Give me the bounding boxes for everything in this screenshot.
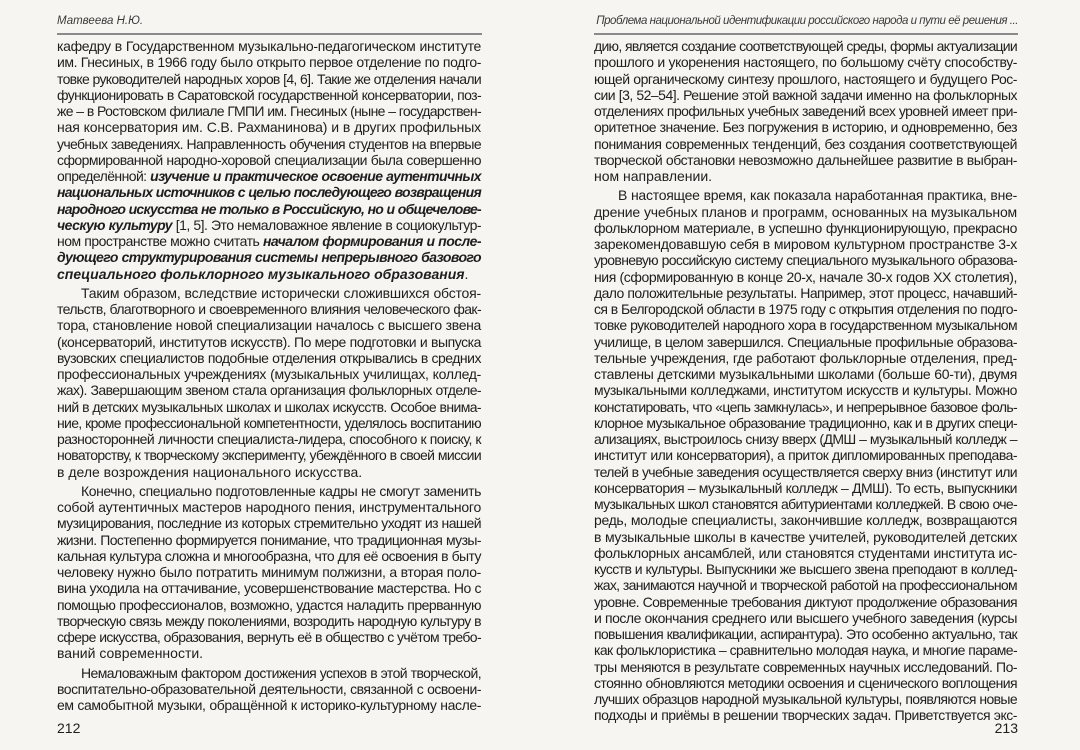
text-line: дию, является создание соответствующей среды, формы актуализации — [594, 38, 1017, 54]
text-line: телей в учебные заведения осуществляется сверху вниз (институт или — [594, 463, 1017, 480]
paragraph — [594, 38, 1018, 184]
text-line: кальная культура сложна и многообразна, что для её освоения в быту — [57, 547, 481, 564]
text-line: помощью профессионалов, возможно, удастся наладить прерванную — [57, 596, 481, 613]
text-line: уровне. Современные требования диктуют продолжение образования — [594, 593, 1017, 610]
text-line — [57, 233, 482, 249]
text-line: творческой обстановки невозможно дальнейшее развитие в выбран- — [594, 151, 1017, 168]
text-line: консерватория – музыкальный колледж – ДМШ). То есть, выпускники — [594, 479, 1017, 496]
text-line — [57, 217, 482, 233]
text-segment: . — [464, 265, 469, 282]
paragraph — [57, 483, 482, 662]
text-line: повышения квалификации, аспирантура). Это особенно актуально, так — [594, 626, 1017, 642]
text-line: оритетное значение. Без погружения в историю, и одновременно, без — [594, 119, 1017, 136]
text-line: дрение учебных планов и программ, основанных на музыкальном — [594, 203, 1017, 220]
text-line: учебных заведениях. Направленность обучения студентов на впервые — [57, 135, 481, 152]
text-line: тора, становление новой специализации началось с высшего звена — [57, 317, 481, 334]
text-line: клорное музыкальное образование традиционно, как и в других специ- — [594, 414, 1017, 431]
header-rule — [594, 33, 1018, 35]
text-line: ализациях, выстроилось снизу вверх (ДМШ – музыкальный колледж – — [594, 431, 1017, 447]
text-line: жах, занимаются научной и творческой работой на профессиональном — [594, 577, 1017, 594]
text-line: фольклорном материале, в успешно функционирующую, прекрасно — [594, 219, 1017, 236]
text-line — [57, 201, 482, 217]
text-line: в деле возрождения национального искусства. — [57, 463, 363, 480]
text-line: собой аутентичных мастеров народного пения, инструментального — [57, 499, 481, 515]
paragraph — [594, 187, 1018, 723]
emphasized-text: началом формирования и после- — [262, 233, 482, 249]
emphasized-text: национальных источников с целью последующего возвращения — [57, 184, 481, 201]
text-line: в музыкальные школы в качестве учителей, руководителей детских — [594, 528, 1017, 545]
text-line: училище, в целом завершился. Специальные профильные образова- — [594, 333, 1017, 350]
text-line: тры меняются в результате современных научных исследований. По- — [594, 658, 1017, 675]
emphasized-text: изучение и практическое освоение аутентичных — [150, 168, 481, 184]
text-line: сии [3, 52–54]. Решение этой важной задачи именно на фольклорных — [594, 86, 1017, 103]
text-line: и после окончания среднего или высшего учебного заведения (курсы — [594, 609, 1017, 626]
text-line: дало положительные результаты. Например, этот процесс, начавший- — [594, 284, 1017, 301]
text-line — [57, 249, 482, 265]
page-body — [594, 38, 1018, 727]
running-head-title: Проблема национальной идентификации российского народа и пути её решения ... — [596, 15, 1018, 27]
text-line: ния (сформированную в конце 20-х, начале 30-х годов XX столетия), — [594, 268, 1017, 285]
text-line: В настоящее время, как показала наработанная практика, вне- — [618, 187, 1017, 204]
text-line: новаторству, к творческому эксперименту, убеждённого в своей миссии — [57, 447, 481, 464]
text-line: Конечно, специально подготовленные кадры не смогут заменить — [81, 482, 481, 499]
text-line: человеку нужно было потратить минимум полжизни, а вторая поло- — [57, 564, 481, 580]
text-line: музицирования, последние из которых стремительно уходят из нашей — [57, 515, 481, 532]
text-segment: ном пространстве можно считать — [57, 233, 263, 249]
text-line: функционировать в Саратовской государственной консерватории, поз- — [57, 86, 481, 103]
text-line — [57, 168, 482, 184]
text-line: творческую связь между поколениями, возродить народную культуру в — [57, 612, 481, 629]
emphasized-text: ческую культуру — [57, 216, 173, 233]
text-line: им. Гнесиных, в 1966 году было открыто первое отделение по подго- — [57, 54, 481, 71]
text-line: редь, молодые специалисты, закончившие колледж, возвращаются — [594, 512, 1017, 529]
text-line: зарекомендовавшую себя в мировом культурном пространстве 3-х — [594, 236, 1017, 252]
running-head-author: Матвеева Н.Ю. — [57, 15, 144, 27]
text-line: понимания современных тенденций, без создания соответствующей — [594, 135, 1017, 152]
text-line: товке руководителей народных хоров [4, 6]. Такие же отделения начали — [57, 70, 481, 87]
text-line: ний в детских музыкальных школах и школах искусств. Особое внима- — [57, 398, 481, 415]
paragraph — [57, 38, 482, 282]
text-line: фольклорных ансамблей, или становятся студентами института ис- — [594, 544, 1017, 561]
text-line: жизни. Постепенно формируется понимание, что традиционная музы- — [57, 531, 481, 548]
text-line: (консерваторий, институтов искусств). По мере подготовки и выпуска — [57, 333, 481, 350]
text-line: музыкальными колледжами, институтом искусств и культуры. Можно — [594, 382, 1017, 399]
left-page — [57, 0, 482, 750]
paragraph — [57, 665, 482, 714]
text-line: ная консерватория им. С.В. Рахманинова) и в других профильных — [57, 119, 481, 136]
text-line: стоянно обновляются методики освоения и сценического воплощения — [594, 674, 1017, 691]
text-line: вузовских специалистов подобные отделения открывались в средних — [57, 349, 481, 366]
text-line: институт или консерватория), а приток дипломированных преподава- — [594, 447, 1017, 464]
text-line: тельств, благотворного и своевременного влияния человеческого фак- — [57, 301, 481, 317]
text-line: воспитательно-образовательной деятельности, связанной с освоени- — [57, 680, 481, 697]
text-line: музыкальных школ становятся абитуриентами колледжей. В свою оче- — [594, 496, 1017, 512]
page-body — [57, 38, 482, 716]
text-line: ставлены детскими музыкальными школами (больше 60-ти), двумя — [594, 366, 1017, 382]
text-line: Таким образом, вследствие исторически сложившихся обстоя- — [81, 284, 481, 301]
text-line: сфере искусства, образования, вернуть её в общество с учётом требо- — [57, 629, 481, 645]
text-line: Немаловажным фактором достижения успехов в этой творческой, — [81, 664, 481, 681]
emphasized-text: народного искусства не только в Российскую, но и общечелове- — [57, 200, 481, 217]
text-line: лучших образцов народной музыкальной культуры, появляются новые — [594, 691, 1017, 707]
text-line: сформированной народно-хоровой специализации была совершенно — [57, 151, 481, 168]
paragraph — [57, 285, 482, 480]
text-line: ние, кроме профессиональной компетентности, уделялось воспитанию — [57, 414, 481, 431]
text-line: подходы и приёмы в решении творческих задач. Приветствуется экс- — [594, 707, 1017, 724]
page-number: 213 — [994, 720, 1018, 736]
text-line: констатировать, что «цепь замкнулась», и непрерывное базовое фоль- — [594, 398, 1017, 415]
text-segment: [1, 5]. Это немаловажное явление в социокультур- — [172, 216, 482, 233]
text-line: кафедру в Государственном музыкально-педагогическом институте — [57, 38, 481, 54]
text-line — [57, 266, 482, 282]
text-line: товке руководителей народного хора в государственном музыкальном — [594, 317, 1017, 334]
text-line: жах). Завершающим звеном стала организация фольклорных отделе- — [57, 382, 481, 399]
text-line: уровневую российскую систему специального музыкального образова- — [594, 252, 1017, 269]
text-line: тельные учреждения, где работают фольклорные отделения, пред- — [594, 349, 1017, 366]
page-number: 212 — [57, 720, 81, 736]
emphasized-text: специального фольклорного музыкального образования — [57, 265, 465, 282]
right-page — [594, 0, 1018, 750]
text-line: как фольклористика – сравнительно молодая наука, и многие параме- — [594, 642, 1017, 659]
header-rule — [57, 33, 482, 35]
text-line: ном направлении. — [594, 168, 713, 184]
text-segment: определённой: — [57, 168, 151, 184]
text-line: вина уходила на оттачивание, усовершенствование мастерства. Но с — [57, 580, 481, 597]
text-line: ваний современности. — [57, 645, 204, 662]
emphasized-text: дующего структурирования системы непрерывного базового — [57, 249, 481, 266]
text-line: прошлого и укоренения настоящего, по большому счёту способству- — [594, 54, 1017, 71]
text-line: профессиональных учреждениях (музыкальных училищах, коллед- — [57, 366, 481, 382]
text-line — [57, 184, 482, 200]
text-line: ся в Белгородской области в 1975 году с открытия отделения по подго- — [594, 301, 1017, 317]
text-line: разносторонней личности специалиста-лидера, способного к поиску, к — [57, 431, 481, 447]
text-line: ющей органическому синтезу прошлого, настоящего и будущего Рос- — [594, 70, 1017, 87]
text-line: же – в Ростовском филиале ГМПИ им. Гнесиных (ныне – государствен- — [57, 103, 481, 119]
text-line: ем самобытной музыки, обращённой к историко-культурному насле- — [57, 697, 481, 713]
text-line: кусств и культуры. Выпускники же высшего звена преподают в коллед- — [594, 561, 1017, 577]
text-line: отделениях профильных учебных заведений всех уровней имеет при- — [594, 103, 1017, 119]
